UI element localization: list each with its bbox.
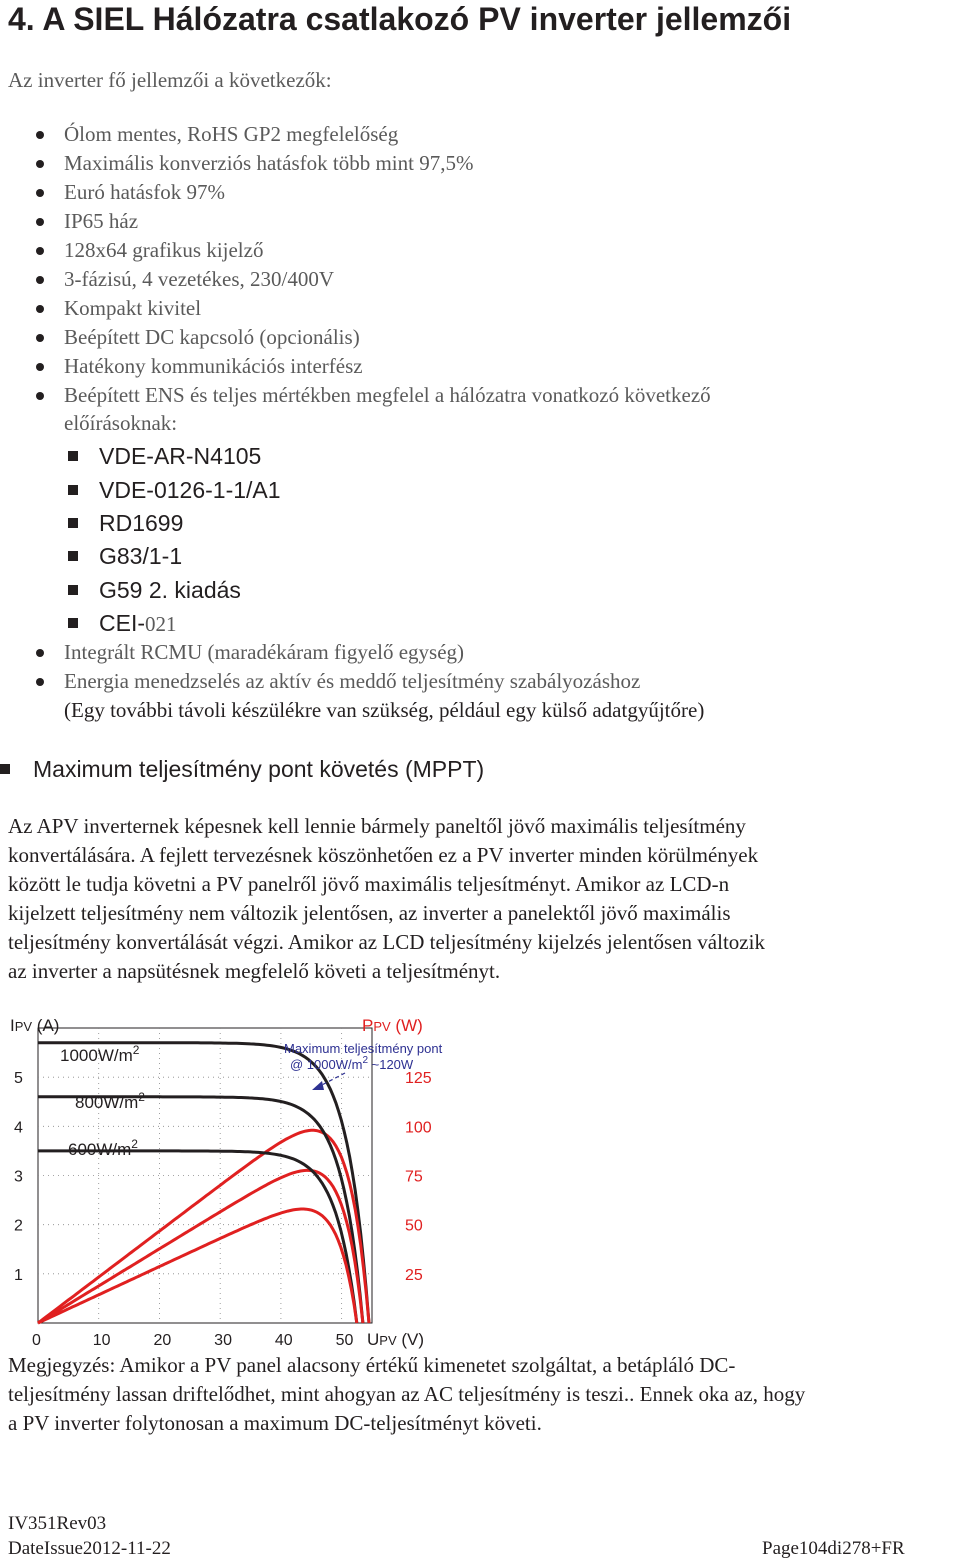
y-tick-right: 75 — [405, 1168, 423, 1186]
unit: (W) — [390, 1016, 423, 1035]
x-tick: 30 — [214, 1332, 232, 1349]
y-tick-right: 100 — [405, 1119, 432, 1137]
superscript: 2 — [138, 1090, 145, 1104]
feature-item-continuation: előírásoknak: — [64, 411, 178, 435]
feature-item: 128x64 grafikus kijelző — [64, 236, 263, 264]
mpp-annotation-line1: Maximum teljesítmény pont — [284, 1041, 443, 1056]
x-tick: 10 — [92, 1332, 111, 1349]
x-axis-title: UPV (V) — [367, 1330, 425, 1349]
y-tick-left: 3 — [14, 1168, 23, 1186]
superscript: 2 — [132, 1043, 140, 1057]
subscript: PV — [14, 1019, 33, 1034]
square-bullet-icon — [68, 551, 78, 561]
feature-item-continuation: (Egy további távoli készülékre van szükség, például egy külső adatgyűjtőre) — [64, 698, 705, 722]
bullet-icon — [36, 305, 44, 313]
bullet-icon — [36, 392, 44, 400]
bullet-icon — [36, 131, 44, 139]
bullet-icon — [36, 363, 44, 371]
section-heading: Maximum teljesítmény pont követés (MPPT) — [33, 756, 485, 782]
square-bullet-icon — [68, 518, 78, 528]
iv-pv-chart — [0, 1005, 480, 1350]
standard-item: RD1699 — [99, 508, 183, 538]
paragraph-line: az inverter a napsütésnek megfelelő követi a teljesítményt. — [8, 959, 501, 983]
feature-item: Kompakt kivitel — [64, 294, 201, 322]
paragraph-line: konvertálására. A fejlett tervezésnek köszönhetően ez a PV inverter minden körülmények — [8, 843, 759, 867]
square-bullet-icon — [0, 764, 10, 774]
note-line: teljesítmény lassan driftelődhet, mint ahogyan az AC teljesítmény is teszi.. Ennek oka az, hogy — [8, 1382, 806, 1406]
paragraph-line: Az APV inverternek képesnek kell lennie bármely paneltől jövő maximális teljesítmény — [8, 814, 746, 838]
standard-item: VDE-0126-1-1/A1 — [99, 475, 281, 505]
paragraph-line: teljesítmény konvertálását végzi. Amikor az LCD teljesítmény kijelzés jelentősen változik — [8, 930, 765, 954]
feature-item: Euró hatásfok 97% — [64, 178, 225, 206]
y-tick-right: 50 — [405, 1217, 423, 1235]
square-bullet-icon — [68, 485, 78, 495]
y-axis-left-title: IPV (A) — [10, 1016, 60, 1035]
bullet-icon — [36, 649, 44, 657]
feature-item: Hatékony kommunikációs interfész — [64, 352, 363, 380]
subscript: PV — [373, 1019, 391, 1034]
unit: (V) — [396, 1330, 425, 1349]
y-tick-left: 2 — [14, 1217, 23, 1235]
footer-date: DateIssue2012-11-22 — [8, 1538, 171, 1559]
feature-item: Energia menedzselés az aktív és meddő teljesítmény szabályozáshoz — [64, 667, 640, 695]
bullet-icon — [36, 334, 44, 342]
bullet-icon — [36, 276, 44, 284]
unit: (A) — [32, 1016, 60, 1035]
feature-item: IP65 ház — [64, 207, 138, 235]
square-bullet-icon — [68, 585, 78, 595]
x-tick: 40 — [274, 1332, 293, 1349]
bullet-icon — [36, 218, 44, 226]
x-tick: 20 — [153, 1332, 172, 1349]
superscript: 2 — [362, 1055, 369, 1066]
standard-item: VDE-AR-N4105 — [99, 441, 261, 471]
feature-item: Integrált RCMU (maradékáram figyelő egység) — [64, 638, 464, 666]
y-tick-right: 125 — [405, 1070, 432, 1088]
standard-item: G59 2. kiadás — [99, 575, 241, 605]
page-title: 4. A SIEL Hálózatra csatlakozó PV inverter jellemzői — [8, 1, 792, 37]
x-tick: 50 — [335, 1332, 354, 1349]
series-label: $1000W/m^2$ — [60, 1043, 140, 1065]
standard-item: G83/1-1 — [99, 541, 182, 571]
y-axis-right-title: PPV (W) — [362, 1016, 423, 1035]
bullet-icon — [36, 189, 44, 197]
feature-item: Beépített ENS és teljes mértékben megfelel a hálózatra vonatkozó következő — [64, 381, 711, 409]
y-tick-left: 4 — [14, 1119, 23, 1137]
series-label: $600W/m^2$ — [68, 1137, 138, 1159]
mpp-arrow-head-icon — [312, 1081, 324, 1090]
mpp-annotation-line2: @ $1000W/m^2$ ~120W — [290, 1055, 414, 1072]
note-line: Megjegyzés: Amikor a PV panel alacsony értékű kimenetet szolgáltat, a betápláló DC- — [8, 1353, 736, 1377]
bullet-icon — [36, 678, 44, 686]
standard-item: CEI-021 — [99, 608, 177, 639]
feature-item: Maximális konverziós hatásfok több mint 97,5% — [64, 149, 473, 177]
intro-text: Az inverter fő jellemzői a következők: — [8, 68, 332, 92]
note-line: a PV inverter folytonosan a maximum DC-teljesítményt követi. — [8, 1411, 542, 1435]
annotation-value: ~120W — [368, 1057, 414, 1072]
feature-item: 3-fázisú, 4 vezetékes, 230/400V — [64, 265, 334, 293]
iv-curve-2 — [38, 1151, 357, 1323]
footer-page: Page104di278+FR — [762, 1538, 905, 1559]
y-tick-left: 5 — [14, 1070, 23, 1088]
series-label: $800W/m^2$ — [75, 1090, 145, 1112]
feature-item: Beépített DC kapcsoló (opcionális) — [64, 323, 360, 351]
square-bullet-icon — [68, 618, 78, 628]
footer-revision: IV351Rev03 — [8, 1513, 107, 1534]
paragraph-line: kijelzett teljesítmény nem változik jelentősen, az inverter a panelektől jövő maximális — [8, 901, 731, 925]
y-tick-left: 1 — [14, 1266, 23, 1284]
square-bullet-icon — [68, 451, 78, 461]
bullet-icon — [36, 247, 44, 255]
subscript: PV — [379, 1333, 397, 1348]
y-tick-right: 25 — [405, 1266, 423, 1284]
paragraph-line: között le tudja követni a PV panelről jövő maximális teljesítményt. Amikor az LCD-n — [8, 872, 730, 896]
feature-item: Ólom mentes, RoHS GP2 megfelelőség — [64, 120, 398, 148]
x-tick: 0 — [32, 1332, 41, 1349]
superscript: 2 — [131, 1137, 138, 1151]
bullet-icon — [36, 160, 44, 168]
